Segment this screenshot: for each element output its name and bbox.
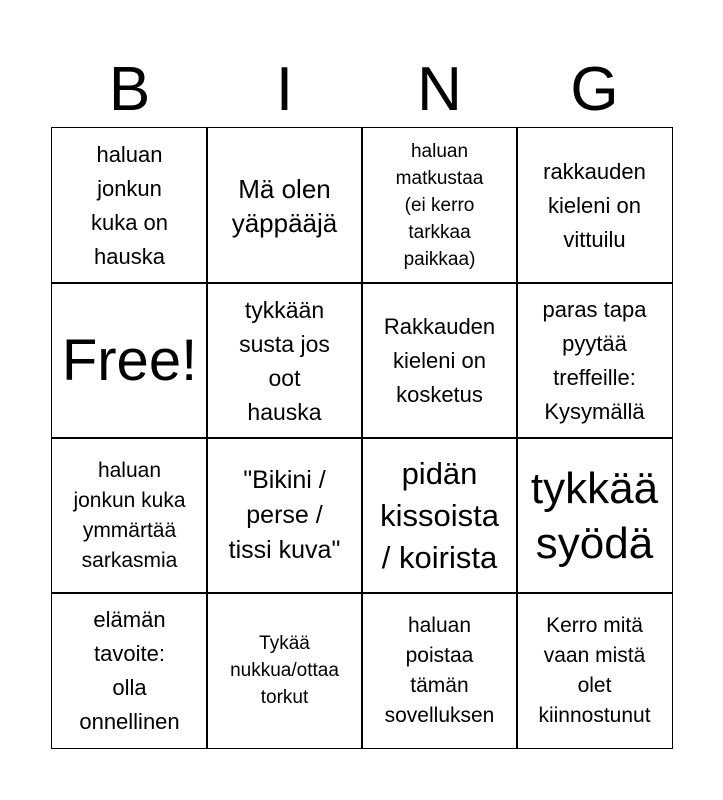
header-letter-n: N [417, 55, 462, 124]
bingo-cell[interactable] [51, 127, 208, 284]
cell-text: Rakkauden kieleni on kosketus [383, 313, 496, 407]
bingo-cell[interactable] [516, 282, 673, 439]
header-letter-b: B [108, 55, 151, 124]
cell-text: Tykää nukkua/ottaa torkut [230, 633, 339, 708]
bingo-cell[interactable] [51, 592, 208, 749]
cell-text: Mä olen yäppääjä [231, 173, 338, 238]
bingo-cell[interactable] [361, 437, 518, 594]
cell-text: tykkään susta jos oot hauska [239, 296, 330, 425]
cell-text: haluan jonkun kuka ymmärtää sarkasmia [73, 458, 186, 572]
cell-text: haluan poistaa tämän sovelluksen [384, 613, 495, 727]
bingo-cell[interactable] [516, 437, 673, 594]
bingo-cell[interactable] [516, 592, 673, 749]
bingo-cell[interactable] [206, 592, 363, 749]
bingo-cell[interactable] [516, 127, 673, 284]
cell-text: paras tapa pyytää treffeille: Kysymällä [542, 296, 647, 424]
cell-text: haluan jonkun kuka on hauska [90, 141, 169, 269]
bingo-cell[interactable] [361, 282, 518, 439]
bingo-cell[interactable] [206, 127, 363, 284]
cell-text: haluan matkustaa (ei kerro tarkkaa paikkaa) [395, 141, 484, 270]
bingo-cell[interactable] [206, 437, 363, 594]
bingo-cell[interactable] [361, 127, 518, 284]
cell-text: tykkää syödä [530, 463, 659, 568]
cell-text: Free! [61, 327, 198, 393]
header-letter-i: I [275, 55, 294, 124]
cell-text: pidän kissoista / koirista [380, 455, 499, 575]
bingo-cell[interactable] [206, 282, 363, 439]
cell-text: "Bikini / perse / tissi kuva" [228, 466, 341, 564]
bingo-cell[interactable] [361, 592, 518, 749]
free-cell[interactable] [51, 282, 208, 439]
bingo-grid [52, 128, 672, 748]
cell-text: Kerro mitä vaan mistä olet kiinnostunut [538, 613, 651, 727]
cell-text: rakkauden kieleni on vittuilu [543, 158, 646, 252]
bingo-header [52, 52, 672, 128]
header-letter-g: G [570, 55, 619, 124]
bingo-cell[interactable] [51, 437, 208, 594]
cell-text: elämän tavoite: olla onnellinen [79, 606, 180, 734]
